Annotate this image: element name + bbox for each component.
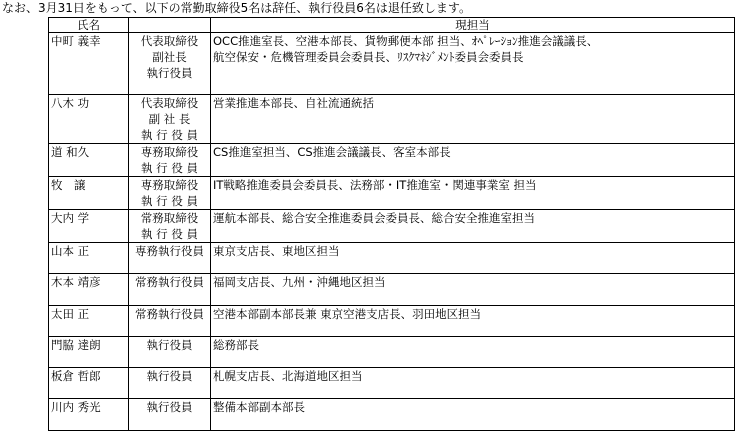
officer-title-line: 執 行 役 員 [141, 227, 198, 241]
officer-duty [211, 177, 735, 210]
officer-title-line: 執行役員 [146, 369, 193, 383]
officer-duty [211, 95, 735, 144]
officer-duty [211, 144, 735, 177]
officer-duty-line: 営業推進本部長、自社流通統括 [213, 96, 374, 110]
table-row [49, 144, 735, 177]
officer-duty [211, 337, 735, 368]
table-row [49, 177, 735, 210]
officer-title-line: 代表取締役 [140, 34, 199, 48]
officer-duty-line: CS推進室担当、CS推進会議議長、客室本部長 [213, 145, 451, 159]
officer-name: 大内 学 [49, 210, 129, 243]
officer-duty-line: 航空保安・危機管理委員会委員長、ﾘｽｸﾏﾈｼﾞﾒﾝﾄ委員会委員長 [213, 50, 524, 64]
officer-title-line: 執 行 役 員 [141, 161, 198, 175]
officer-title-line: 副 社 長 [148, 112, 191, 126]
table-row [49, 95, 735, 144]
officer-title-line: 執 行 役 員 [141, 128, 198, 142]
officer-duty-line: OCC推進室長、空港本部長、貨物郵便本部 担当、ｵﾍﾟﾚｰｼｮﾝ推進会議議長、 [213, 34, 599, 48]
officer-title [129, 243, 211, 274]
officer-duty-line: 札幌支店長、北海道地区担当 [213, 369, 363, 383]
officer-title-line: 常務執行役員 [135, 275, 204, 289]
officer-title [129, 177, 211, 210]
officer-name: 山本 正 [49, 243, 129, 274]
officer-name: 板倉 哲郎 [49, 368, 129, 399]
officer-title [129, 95, 211, 144]
table-row [49, 243, 735, 274]
officer-duty [211, 399, 735, 431]
table-row [49, 399, 735, 431]
officer-name: 太田 正 [49, 306, 129, 337]
officer-title-line: 執行役員 [146, 400, 193, 414]
officer-name: 門脇 達朗 [49, 337, 129, 368]
officer-title-line: 専務執行役員 [135, 244, 204, 258]
officer-duty [211, 274, 735, 306]
intro-text: なお、3月31日をもって、以下の常勤取締役5名は辞任、執行役員6名は退任致します。 [2, 1, 471, 15]
officer-duty [211, 243, 735, 274]
officer-duty-line: 東京支店長、東地区担当 [213, 244, 340, 258]
officer-duty-line: 総務部長 [213, 338, 259, 352]
officer-title-line: 常務執行役員 [135, 307, 204, 321]
table-row [49, 337, 735, 368]
officer-name: 八木 功 [49, 95, 129, 144]
officer-name: 中町 義幸 [49, 33, 129, 95]
officer-title [129, 337, 211, 368]
officer-title [129, 399, 211, 431]
officer-duty-line: IT戦略推進委員会委員長、法務部・IT推進室・関連事業室 担当 [213, 178, 537, 192]
officer-name: 川内 秀光 [49, 399, 129, 431]
officer-duty-line: 運航本部長、総合安全推進委員会委員長、総合安全推進室担当 [213, 211, 535, 225]
table-row [49, 33, 735, 95]
officer-title-line: 常務取締役 [140, 211, 199, 225]
officer-title-line: 専務取締役 [140, 178, 199, 192]
officer-title-line: 専務取締役 [140, 145, 199, 159]
table-row [49, 210, 735, 243]
officer-title-line: 執行役員 [146, 66, 193, 80]
officer-duty [211, 368, 735, 399]
table-header-row [49, 18, 735, 33]
header-title [129, 18, 211, 33]
header-name: 氏名 [49, 18, 129, 33]
table-row [49, 274, 735, 306]
officer-duty-line: 整備本部副本部長 [213, 400, 305, 414]
officer-title [129, 33, 211, 95]
header-duty: 現担当 [211, 18, 735, 33]
officer-title [129, 210, 211, 243]
officer-title-line: 副社長 [152, 50, 187, 64]
table-row [49, 306, 735, 337]
officer-title [129, 368, 211, 399]
officer-duty [211, 33, 735, 95]
officer-title [129, 274, 211, 306]
officer-duty [211, 210, 735, 243]
officer-duty [211, 306, 735, 337]
officer-title-line: 代表取締役 [140, 96, 199, 110]
officer-name: 牧 譲 [49, 177, 129, 210]
table-row [49, 368, 735, 399]
officer-title-line: 執 行 役 員 [141, 194, 198, 208]
officer-duty-line: 空港本部副本部長兼 東京空港支店長、羽田地区担当 [213, 307, 482, 321]
officer-name: 道 和久 [49, 144, 129, 177]
officer-title [129, 144, 211, 177]
officer-table [48, 17, 735, 431]
officer-name: 木本 靖彦 [49, 274, 129, 306]
officer-duty-line: 福岡支店長、九州・沖縄地区担当 [213, 275, 386, 289]
officer-title [129, 306, 211, 337]
officer-title-line: 執行役員 [146, 338, 193, 352]
